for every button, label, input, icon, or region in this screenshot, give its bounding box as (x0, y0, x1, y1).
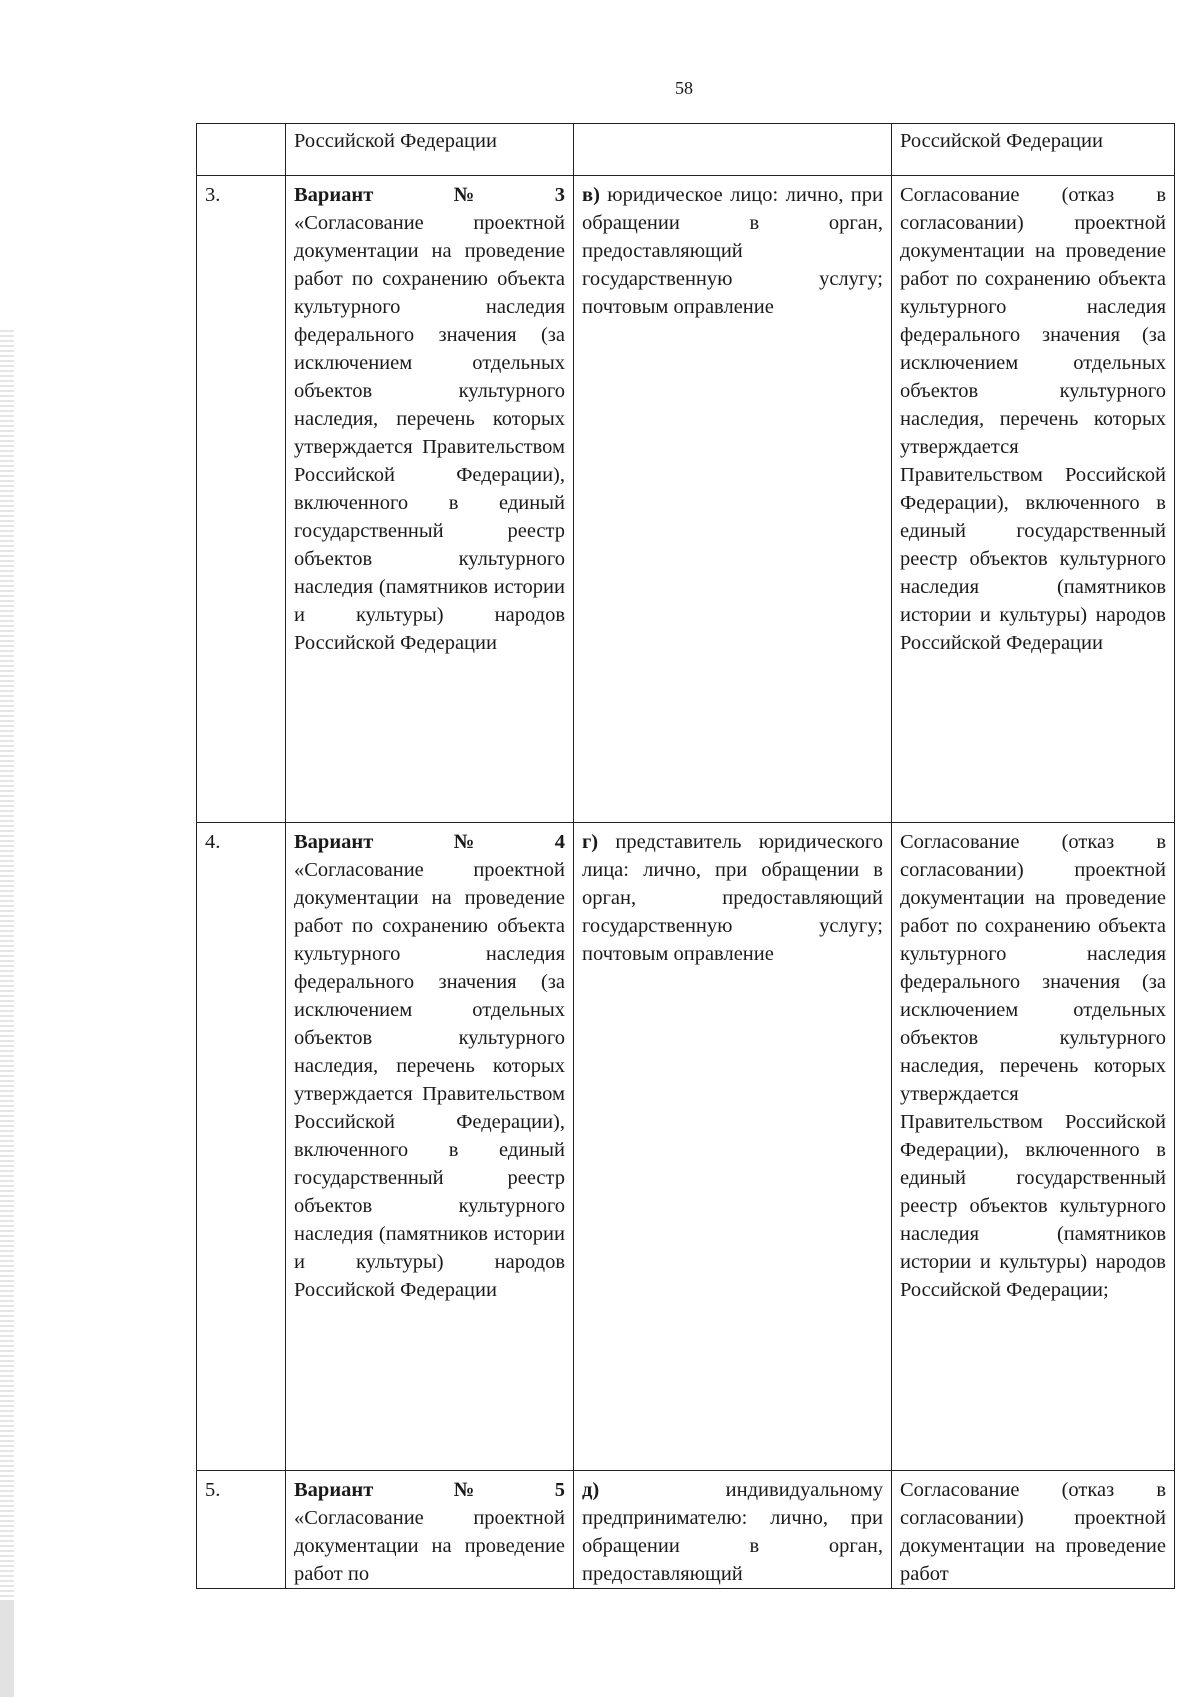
applicant-cell (574, 176, 892, 823)
variant-number: 4 (554, 831, 565, 853)
scan-edge-artifact (0, 330, 14, 1697)
variant-heading (294, 1476, 565, 1504)
applicant-cell (574, 124, 892, 176)
variant-text: Российской Федерации (294, 130, 497, 152)
variant-cell (286, 176, 574, 823)
table-row (197, 124, 1175, 176)
variant-text: «Согласование проектной документации на проведение работ по (294, 1507, 565, 1585)
applicant-letter: д) (582, 1479, 600, 1501)
applicant-text: юридическое лицо: лично, при обращении в орган, предоставляющий государственную услугу; почтовым оправление (582, 184, 883, 318)
result-text: Согласование (отказ в согласовании) проектной документации на проведение работ по сохранению объекта культурного наследия федерального значения (за исключением отдельных объектов культурного наследия, перечень которых утверждается Правительством Российской Федерации), включенного в единый государственный реестр объектов культурного наследия (памятников истории и культуры) народов Российской Федерации; (900, 831, 1166, 1301)
table-row (197, 823, 1175, 1471)
result-text: Российской Федерации (900, 130, 1103, 152)
applicant-letter: г) (582, 831, 599, 853)
row-number-cell (197, 124, 286, 176)
variant-cell (286, 124, 574, 176)
result-text: Согласование (отказ в согласовании) проектной документации на проведение работ (900, 1479, 1166, 1585)
scan-edge-shadow (0, 1600, 14, 1697)
services-table (196, 123, 1175, 1589)
variant-sign: № (453, 1479, 475, 1501)
result-text: Согласование (отказ в согласовании) проектной документации на проведение работ по сохранению объекта культурного наследия федерального значения (за исключением отдельных объектов культурного наследия, перечень которых утверждается Правительством Российской Федерации), включенного в единый государственный реестр объектов культурного наследия (памятников истории и культуры) народов Российской Федерации (900, 184, 1166, 654)
applicant-text: индивидуальному предпринимателю: лично, при обращении в орган, предоставляющий (582, 1479, 883, 1585)
result-cell (892, 124, 1175, 176)
variant-word: Вариант (294, 831, 374, 853)
variant-heading (294, 181, 565, 209)
row-number-cell: 5. (197, 1471, 286, 1589)
result-cell (892, 1471, 1175, 1589)
variant-cell (286, 1471, 574, 1589)
page-number: 58 (675, 78, 693, 98)
table-row (197, 176, 1175, 823)
row-number-cell: 3. (197, 176, 286, 823)
variant-heading (294, 828, 565, 856)
variant-sign: № (453, 184, 475, 206)
table-row (197, 1471, 1175, 1589)
variant-word: Вариант (294, 1479, 374, 1501)
applicant-cell (574, 1471, 892, 1589)
applicant-text: представитель юридического лица: лично, при обращении в орган, предоставляющий государственную услугу; почтовым оправление (582, 831, 883, 965)
applicant-letter: в) (582, 184, 600, 206)
row-number-cell: 4. (197, 823, 286, 1471)
variant-cell (286, 823, 574, 1471)
variant-number: 3 (554, 184, 565, 206)
variant-text: «Согласование проектной документации на проведение работ по сохранению объекта культурного наследия федерального значения (за исключением отдельных объектов культурного наследия, перечень которых утверждается Правительством Российской Федерации), включенного в единый государственный реестр объектов культурного наследия (памятников истории и культуры) народов Российской Федерации (294, 859, 565, 1301)
variant-text: «Согласование проектной документации на проведение работ по сохранению объекта культурного наследия федерального значения (за исключением отдельных объектов культурного наследия, перечень которых утверждается Правительством Российской Федерации), включенного в единый государственный реестр объектов культурного наследия (памятников истории и культуры) народов Российской Федерации (294, 212, 565, 654)
result-cell (892, 176, 1175, 823)
result-cell (892, 823, 1175, 1471)
applicant-cell (574, 823, 892, 1471)
variant-word: Вариант (294, 184, 374, 206)
variant-sign: № (453, 831, 475, 853)
variant-number: 5 (554, 1479, 565, 1501)
